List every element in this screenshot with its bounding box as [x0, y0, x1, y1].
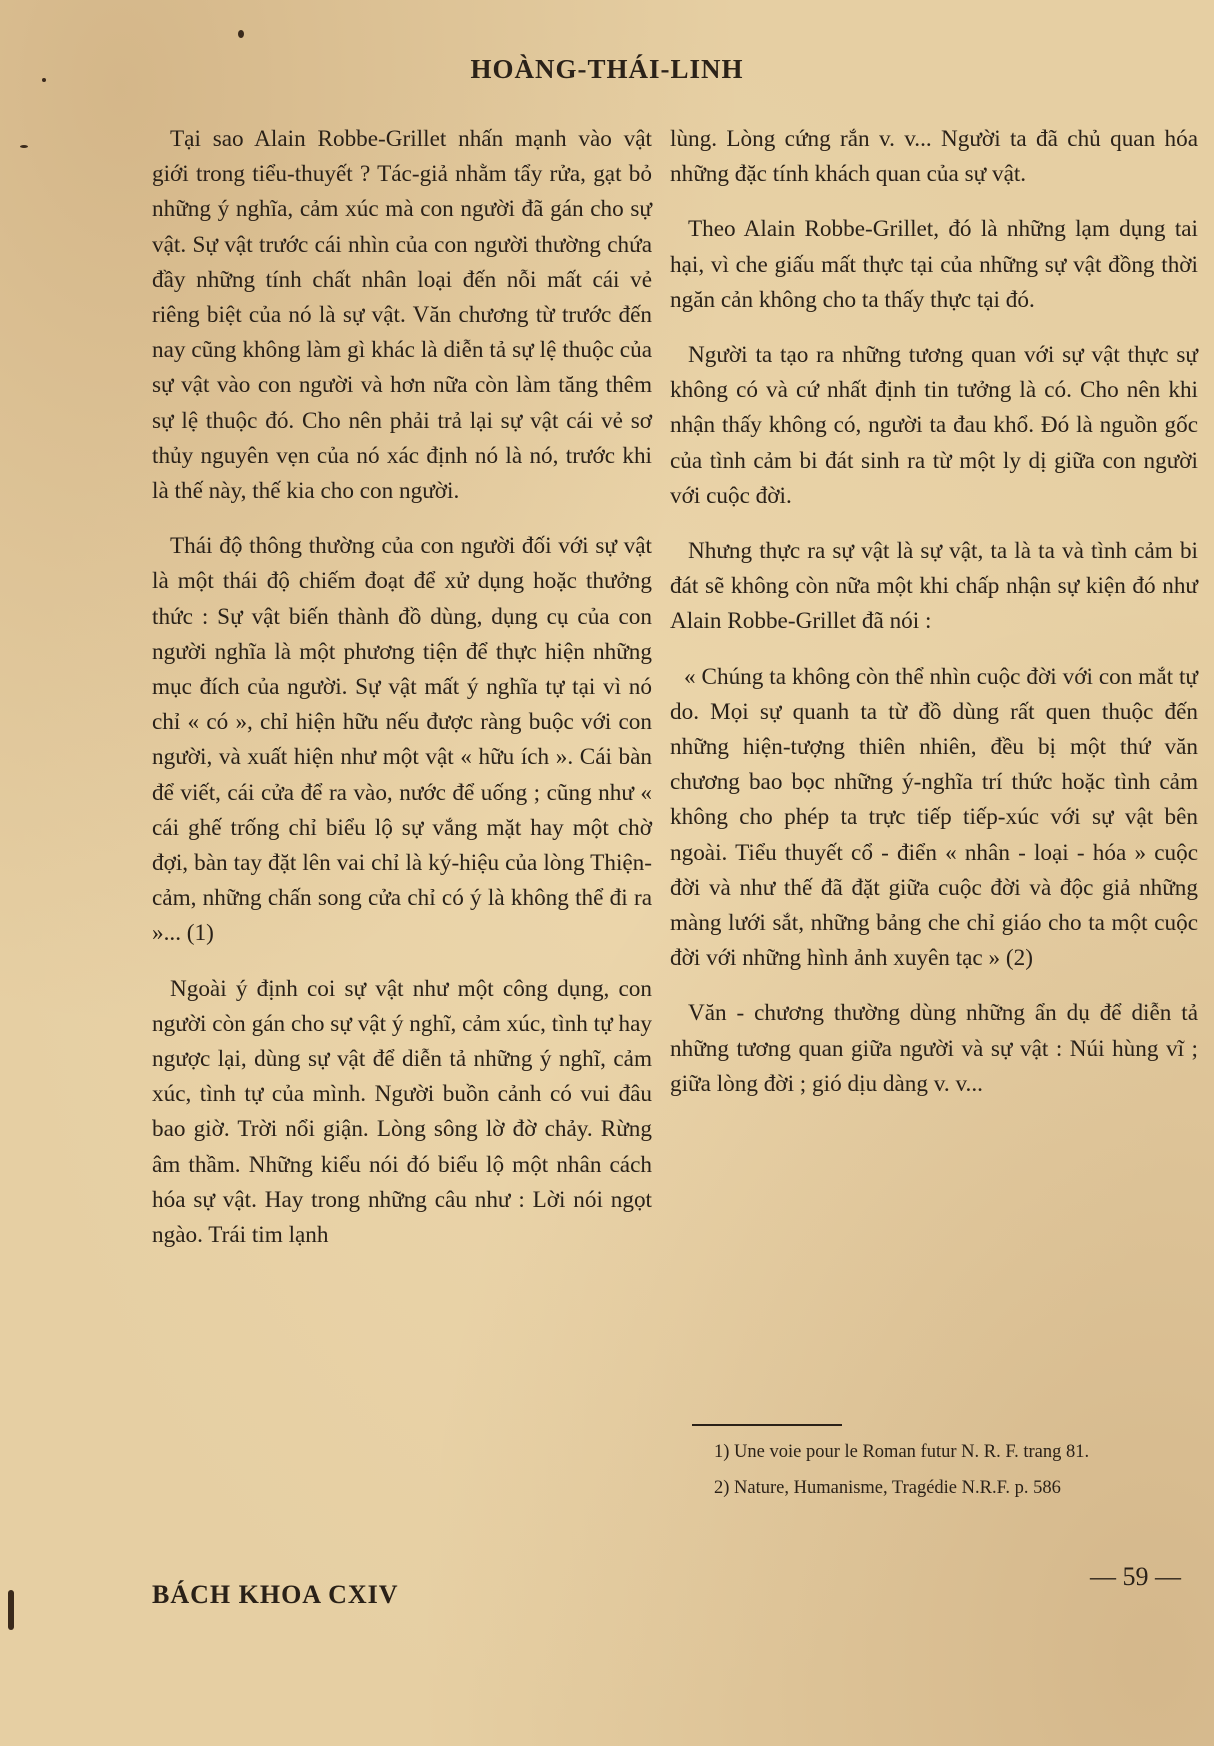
paragraph: Văn - chương thường dùng những ẩn dụ để diễn tả những tương quan giữa người và sự vật : Núi hùng vĩ ; giữa lòng đời ; gió dịu dàng v. v...	[670, 1000, 1198, 1097]
paragraph: lùng. Lòng cứng rắn v. v... Người ta đã chủ quan hóa những đặc tính khách quan của sự vật.	[670, 126, 1198, 188]
paragraph: Theo Alain Robbe-Grillet, đó là những lạm dụng tai hại, vì che giấu mất thực tại của những sự vật đồng thời ngăn cản không cho ta thấy thực tại đó.	[670, 216, 1198, 313]
right-column	[670, 122, 1198, 1122]
ink-speck	[238, 30, 244, 38]
page-header-author: HOÀNG-THÁI-LINH	[470, 54, 744, 84]
page-number: — 59 —	[1090, 1562, 1181, 1591]
footnote: 2) Nature, Humanisme, Tragédie N.R.F. p. 586	[714, 1478, 1061, 1498]
ink-speck	[8, 1590, 14, 1630]
quotation-paragraph: « Chúng ta không còn thể nhìn cuộc đời với con mắt tự do. Mọi sự quanh ta từ đồ dùng rất quen thuộc đến những hiện-tượng thiên nhiên, đều bị một thứ văn chương bao bọc những ý-nghĩa trí thức hoặc tình cảm không cho phép ta trực tiếp tiếp-xúc với sự vật bên ngoài. Tiểu thuyết cổ - điển « nhân - loại - hóa » cuộc đời và như thế đã đặt giữa cuộc đời và độc giả những màng lưới sắt, những bảng che chỉ giáo cho ta một cuộc đời với những hình ảnh xuyên tạc » (2)	[670, 663, 1198, 972]
footnote-divider	[692, 1424, 842, 1426]
paragraph: Thái độ thông thường của con người đối với sự vật là một thái độ chiếm đoạt để xử dụng hoặc thưởng thức : Sự vật biến thành đồ dùng, dụng cụ của con người nghĩa là một phương tiện để thực hiện những mục đích của người. Sự vật mất ý nghĩa tự tại vì nó chỉ « có », chỉ hiện hữu nếu được ràng buộc với con người, và xuất hiện như một vật « hữu ích ». Cái bàn để viết, cái cửa để ra vào, nước để uống ; cũng như « cái ghế trống chỉ biểu lộ sự vắng mặt hay một chờ đợi, bàn tay đặt lên vai chỉ là ký-hiệu của lòng Thiện-cảm, những chấn song cửa chỉ có ý là không thể đi ra »... (1)	[152, 533, 652, 947]
footnote: 1) Une voie pour le Roman futur N. R. F. trang 81.	[714, 1442, 1090, 1462]
magazine-issue-label: BÁCH KHOA CXIV	[152, 1580, 399, 1609]
paragraph: Ngoài ý định coi sự vật như một công dụng, con người còn gán cho sự vật ý nghĩ, cảm xúc, tình tự hay ngược lại, dùng sự vật để diễn tả những ý nghĩ, cảm xúc, tình tự của mình. Người buồn cảnh có vui đâu bao giờ. Trời nổi giận. Lòng sông lờ đờ chảy. Rừng âm thầm. Những kiểu nói đó biểu lộ một nhân cách hóa sự vật. Hay trong những câu như : Lời nói ngọt ngào. Trái tim lạnh	[152, 975, 652, 1249]
footnotes	[692, 1436, 1192, 1508]
left-column	[152, 122, 652, 1273]
paragraph: Tại sao Alain Robbe-Grillet nhấn mạnh vào vật giới trong tiểu-thuyết ? Tác-giả nhằm tẩy rửa, gạt bỏ những ý nghĩa, cảm xúc mà con người đã gán cho sự vật. Sự vật trước cái nhìn của con người thường chứa đầy những tính chất nhân loại đến nỗi mất cái vẻ riêng biệt của nó là sự vật. Văn chương từ trước đến nay cũng không làm gì khác là diễn tả sự lệ thuộc của sự vật vào con người và hơn nữa còn làm tăng thêm sự lệ thuộc đó. Cho nên phải trả lại sự vật cái vẻ sơ thủy nguyên vẹn của nó xác định nó là nó, trước khi là thế này, thế kia cho con người.	[152, 126, 652, 505]
paragraph: Người ta tạo ra những tương quan với sự vật thực sự không có và cứ nhất định tin tưởng là có. Cho nên khi nhận thấy không có, người ta đau khổ. Đó là nguồn gốc của tình cảm bi đát sinh ra từ một ly dị giữa con người với cuộc đời.	[670, 342, 1198, 509]
ink-speck	[20, 145, 28, 148]
paragraph: Nhưng thực ra sự vật là sự vật, ta là ta và tình cảm bi đát sẽ không còn nữa một khi chấp nhận sự kiện đó như Alain Robbe-Grillet đã nói :	[670, 538, 1198, 635]
